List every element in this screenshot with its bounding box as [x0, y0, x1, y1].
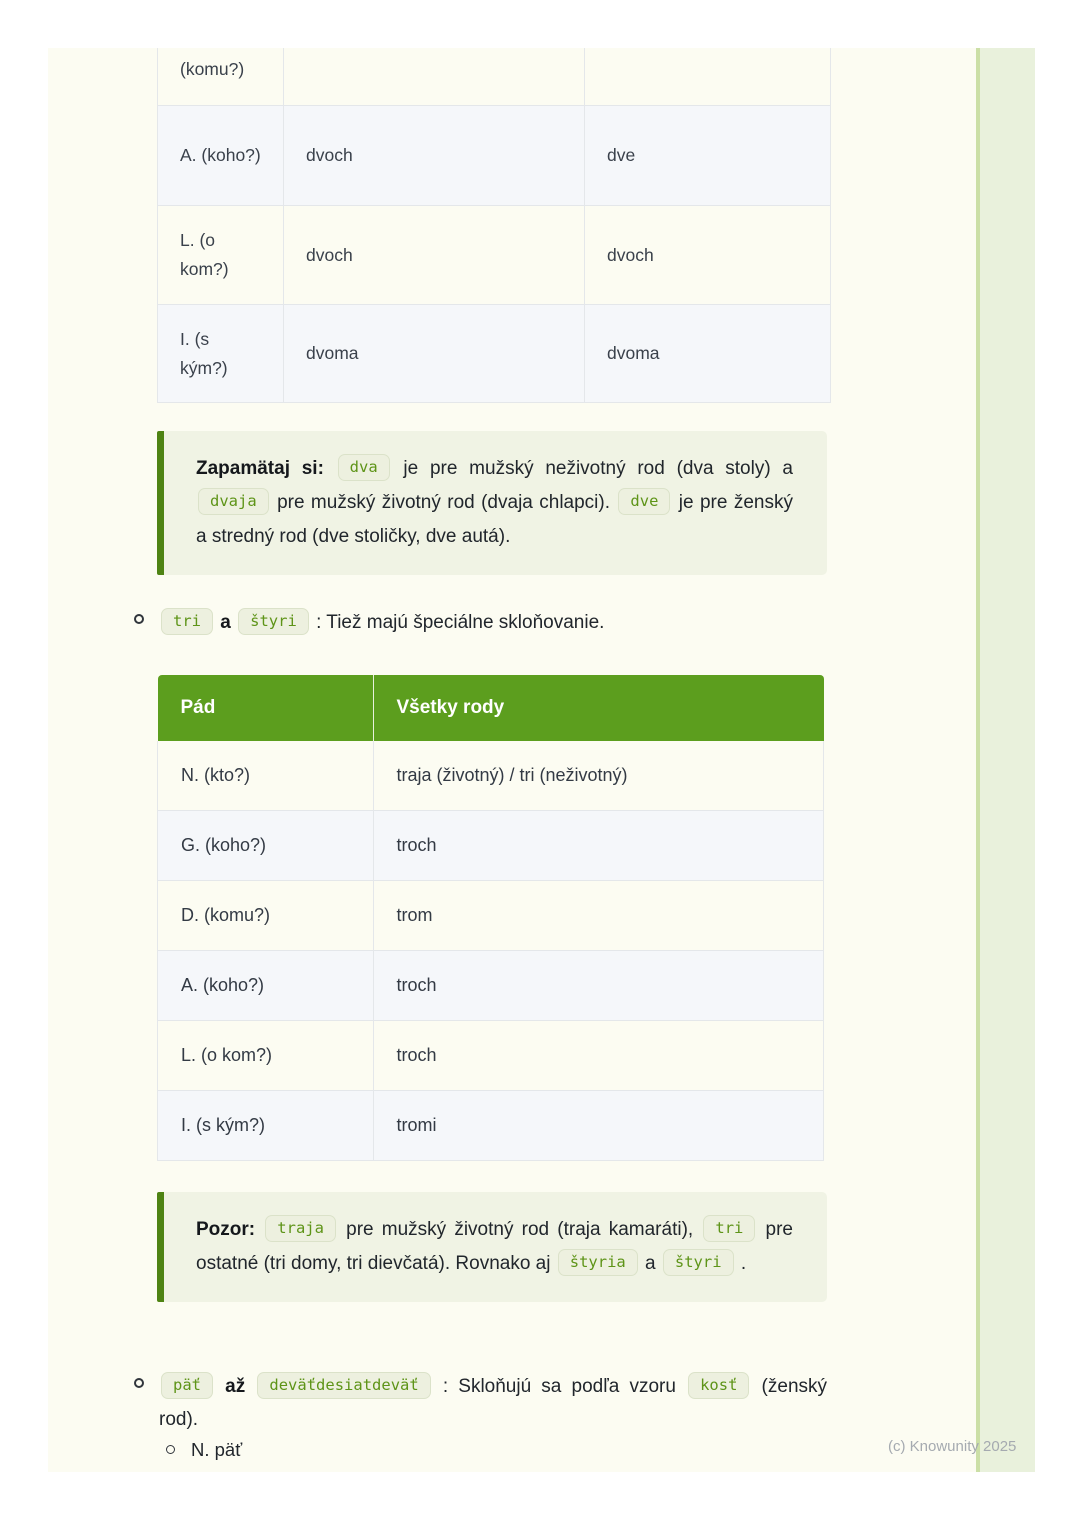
inline-code-chip: štyria [558, 1249, 638, 1276]
value-cell: troch [373, 951, 824, 1021]
bullet-pat-az: päť až deväťdesiatdeväť : Skloňujú sa podľa vzoru kosť (ženský rod). [159, 1370, 827, 1436]
inline-code-chip: dva [338, 454, 390, 481]
bold-text: a [220, 612, 231, 633]
table-header-row [158, 675, 824, 741]
table-row [158, 1021, 824, 1091]
callout-zapamataj [157, 431, 827, 575]
content-area [48, 48, 976, 1472]
table-row [158, 951, 824, 1021]
table-row [158, 106, 831, 206]
value-cell: dvoma [585, 305, 831, 403]
callout-pozor [157, 1192, 827, 1302]
inline-code-chip: dve [618, 488, 670, 515]
inline-code-chip: štyri [238, 608, 309, 635]
column-header-vsetky-rody: Všetky rody [373, 675, 824, 741]
value-cell: dvoch [585, 206, 831, 305]
value-cell: traja (životný) / tri (neživotný) [373, 741, 824, 811]
case-label-cell: I. (s kým?) [158, 1091, 374, 1161]
table-row [158, 741, 824, 811]
case-label-cell: L. (o kom?) [158, 1021, 374, 1091]
inline-code-chip: štyri [663, 1249, 734, 1276]
case-label-cell: L. (o kom?) [158, 206, 284, 305]
bullet-tri-styri: tri a štyri : Tiež majú špeciálne skloňovanie. [159, 606, 827, 639]
bold-text: až [225, 1376, 246, 1397]
bold-text: Pozor: [196, 1219, 256, 1240]
table-row [158, 811, 824, 881]
table-row [158, 206, 831, 305]
bullet-circle-icon [166, 1445, 175, 1454]
table-row [158, 1091, 824, 1161]
value-cell: dvoma [284, 305, 585, 403]
bullet-circle-icon [134, 1378, 144, 1388]
value-cell: dvoch [284, 206, 585, 305]
case-label-cell: N. (kto?) [158, 741, 374, 811]
table-row [158, 881, 824, 951]
case-label-cell: (komu?) [158, 48, 284, 106]
declension-table-tri [157, 675, 824, 1161]
value-cell [585, 48, 831, 106]
declension-table-dva [157, 48, 831, 403]
table-row [158, 305, 831, 403]
callout-text: Pozor: traja pre mužský životný rod (traja kamaráti), tri pre ostatné (tri domy, tri dievčatá). Rovnako aj štyria a štyri . [196, 1219, 793, 1274]
value-cell: dve [585, 106, 831, 206]
value-cell: dvoch [284, 106, 585, 206]
inline-code-chip: dvaja [198, 488, 269, 515]
column-header-pad: Pád [158, 675, 374, 741]
case-label-cell: A. (koho?) [158, 106, 284, 206]
inline-code-chip: traja [265, 1215, 336, 1242]
callout-text: Zapamätaj si: dva je pre mužský neživotný rod (dva stoly) a dvaja pre mužský životný rod (dvaja chlapci). dve je pre ženský a stredný rod (dve stoličky, dve autá). [196, 458, 793, 547]
case-label-cell: G. (koho?) [158, 811, 374, 881]
inline-code-chip: kosť [688, 1372, 749, 1399]
watermark: (c) Knowunity 2025 [888, 1438, 1017, 1455]
case-label-cell: D. (komu?) [158, 881, 374, 951]
case-label-cell: A. (koho?) [158, 951, 374, 1021]
sub-bullet-n-pat: N. päť [191, 1439, 243, 1460]
case-label-cell: I. (s kým?) [158, 305, 284, 403]
inline-code-chip: päť [161, 1372, 213, 1399]
table-row [158, 48, 831, 106]
value-cell: trom [373, 881, 824, 951]
value-cell [284, 48, 585, 106]
value-cell: troch [373, 811, 824, 881]
page-edge-strip [976, 48, 1035, 1472]
value-cell: troch [373, 1021, 824, 1091]
bold-text: Zapamätaj si: [196, 458, 324, 479]
bullet-circle-icon [134, 614, 144, 624]
inline-code-chip: tri [703, 1215, 755, 1242]
inline-code-chip: tri [161, 608, 213, 635]
inline-code-chip: deväťdesiatdeväť [257, 1372, 430, 1399]
value-cell: tromi [373, 1091, 824, 1161]
